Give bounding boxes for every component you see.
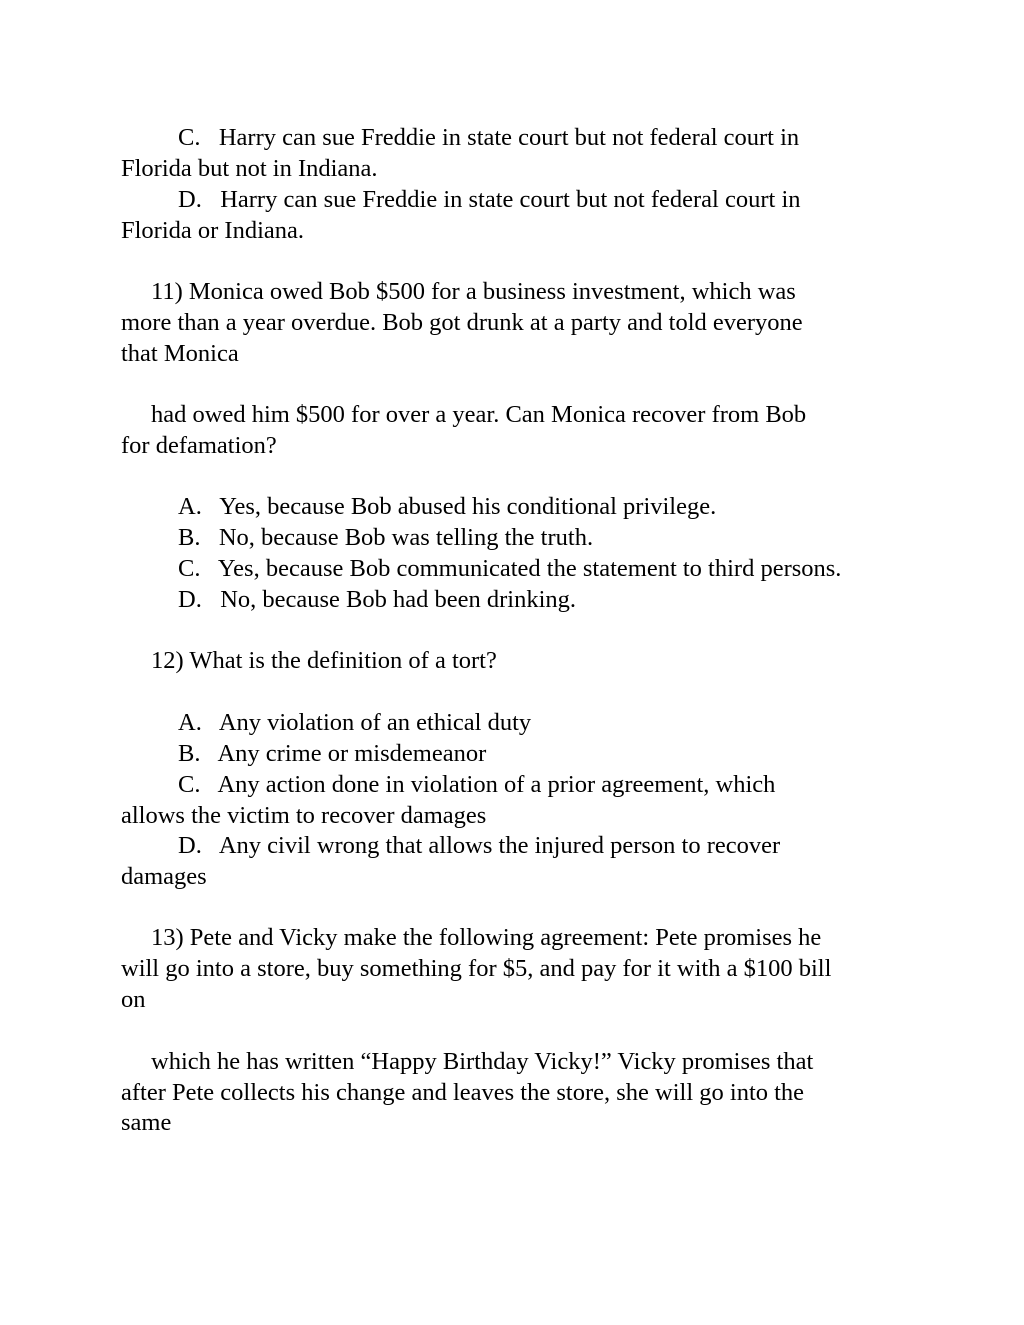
q13-stem-line6: same — [121, 1109, 172, 1136]
q10-option-d-line1: D. Harry can sue Freddie in state court but not federal court in — [178, 186, 801, 213]
q12-option-b: B. Any crime or misdemeanor — [178, 740, 487, 767]
q11-option-c: C. Yes, because Bob communicated the statement to third persons. — [178, 555, 842, 582]
q13-stem-line1: 13) Pete and Vicky make the following agreement: Pete promises he — [151, 924, 822, 951]
q11-stem-line4: had owed him $500 for over a year. Can Monica recover from Bob — [151, 401, 807, 428]
q13-stem-line2: will go into a store, buy something for $5, and pay for it with a $100 bill — [121, 955, 832, 982]
q11-stem-line1: 11) Monica owed Bob $500 for a business investment, which was — [151, 278, 796, 305]
q12-option-a: A. Any violation of an ethical duty — [178, 709, 532, 736]
q11-stem-line2: more than a year overdue. Bob got drunk at a party and told everyone — [121, 309, 803, 336]
q12-option-c-line1: C. Any action done in violation of a prior agreement, which — [178, 771, 776, 798]
q10-option-c-line2: Florida but not in Indiana. — [121, 155, 378, 182]
q11-stem-line5: for defamation? — [121, 432, 277, 459]
q10-option-c-line1: C. Harry can sue Freddie in state court but not federal court in — [178, 124, 800, 151]
q11-option-a: A. Yes, because Bob abused his conditional privilege. — [178, 493, 717, 520]
q11-option-d: D. No, because Bob had been drinking. — [178, 586, 577, 613]
q11-stem-line3: that Monica — [121, 340, 239, 367]
q13-stem-line5: after Pete collects his change and leaves the store, she will go into the — [121, 1079, 805, 1106]
q12-option-d-line2: damages — [121, 863, 207, 890]
q13-stem-line4: which he has written “Happy Birthday Vicky!” Vicky promises that — [151, 1048, 814, 1075]
q12-stem: 12) What is the definition of a tort? — [151, 647, 497, 674]
q13-stem-line3: on — [121, 986, 146, 1013]
q10-option-d-line2: Florida or Indiana. — [121, 217, 305, 244]
q11-option-b: B. No, because Bob was telling the truth. — [178, 524, 594, 551]
q12-option-c-line2: allows the victim to recover damages — [121, 802, 487, 829]
q12-option-d-line1: D. Any civil wrong that allows the injured person to recover — [178, 832, 781, 859]
